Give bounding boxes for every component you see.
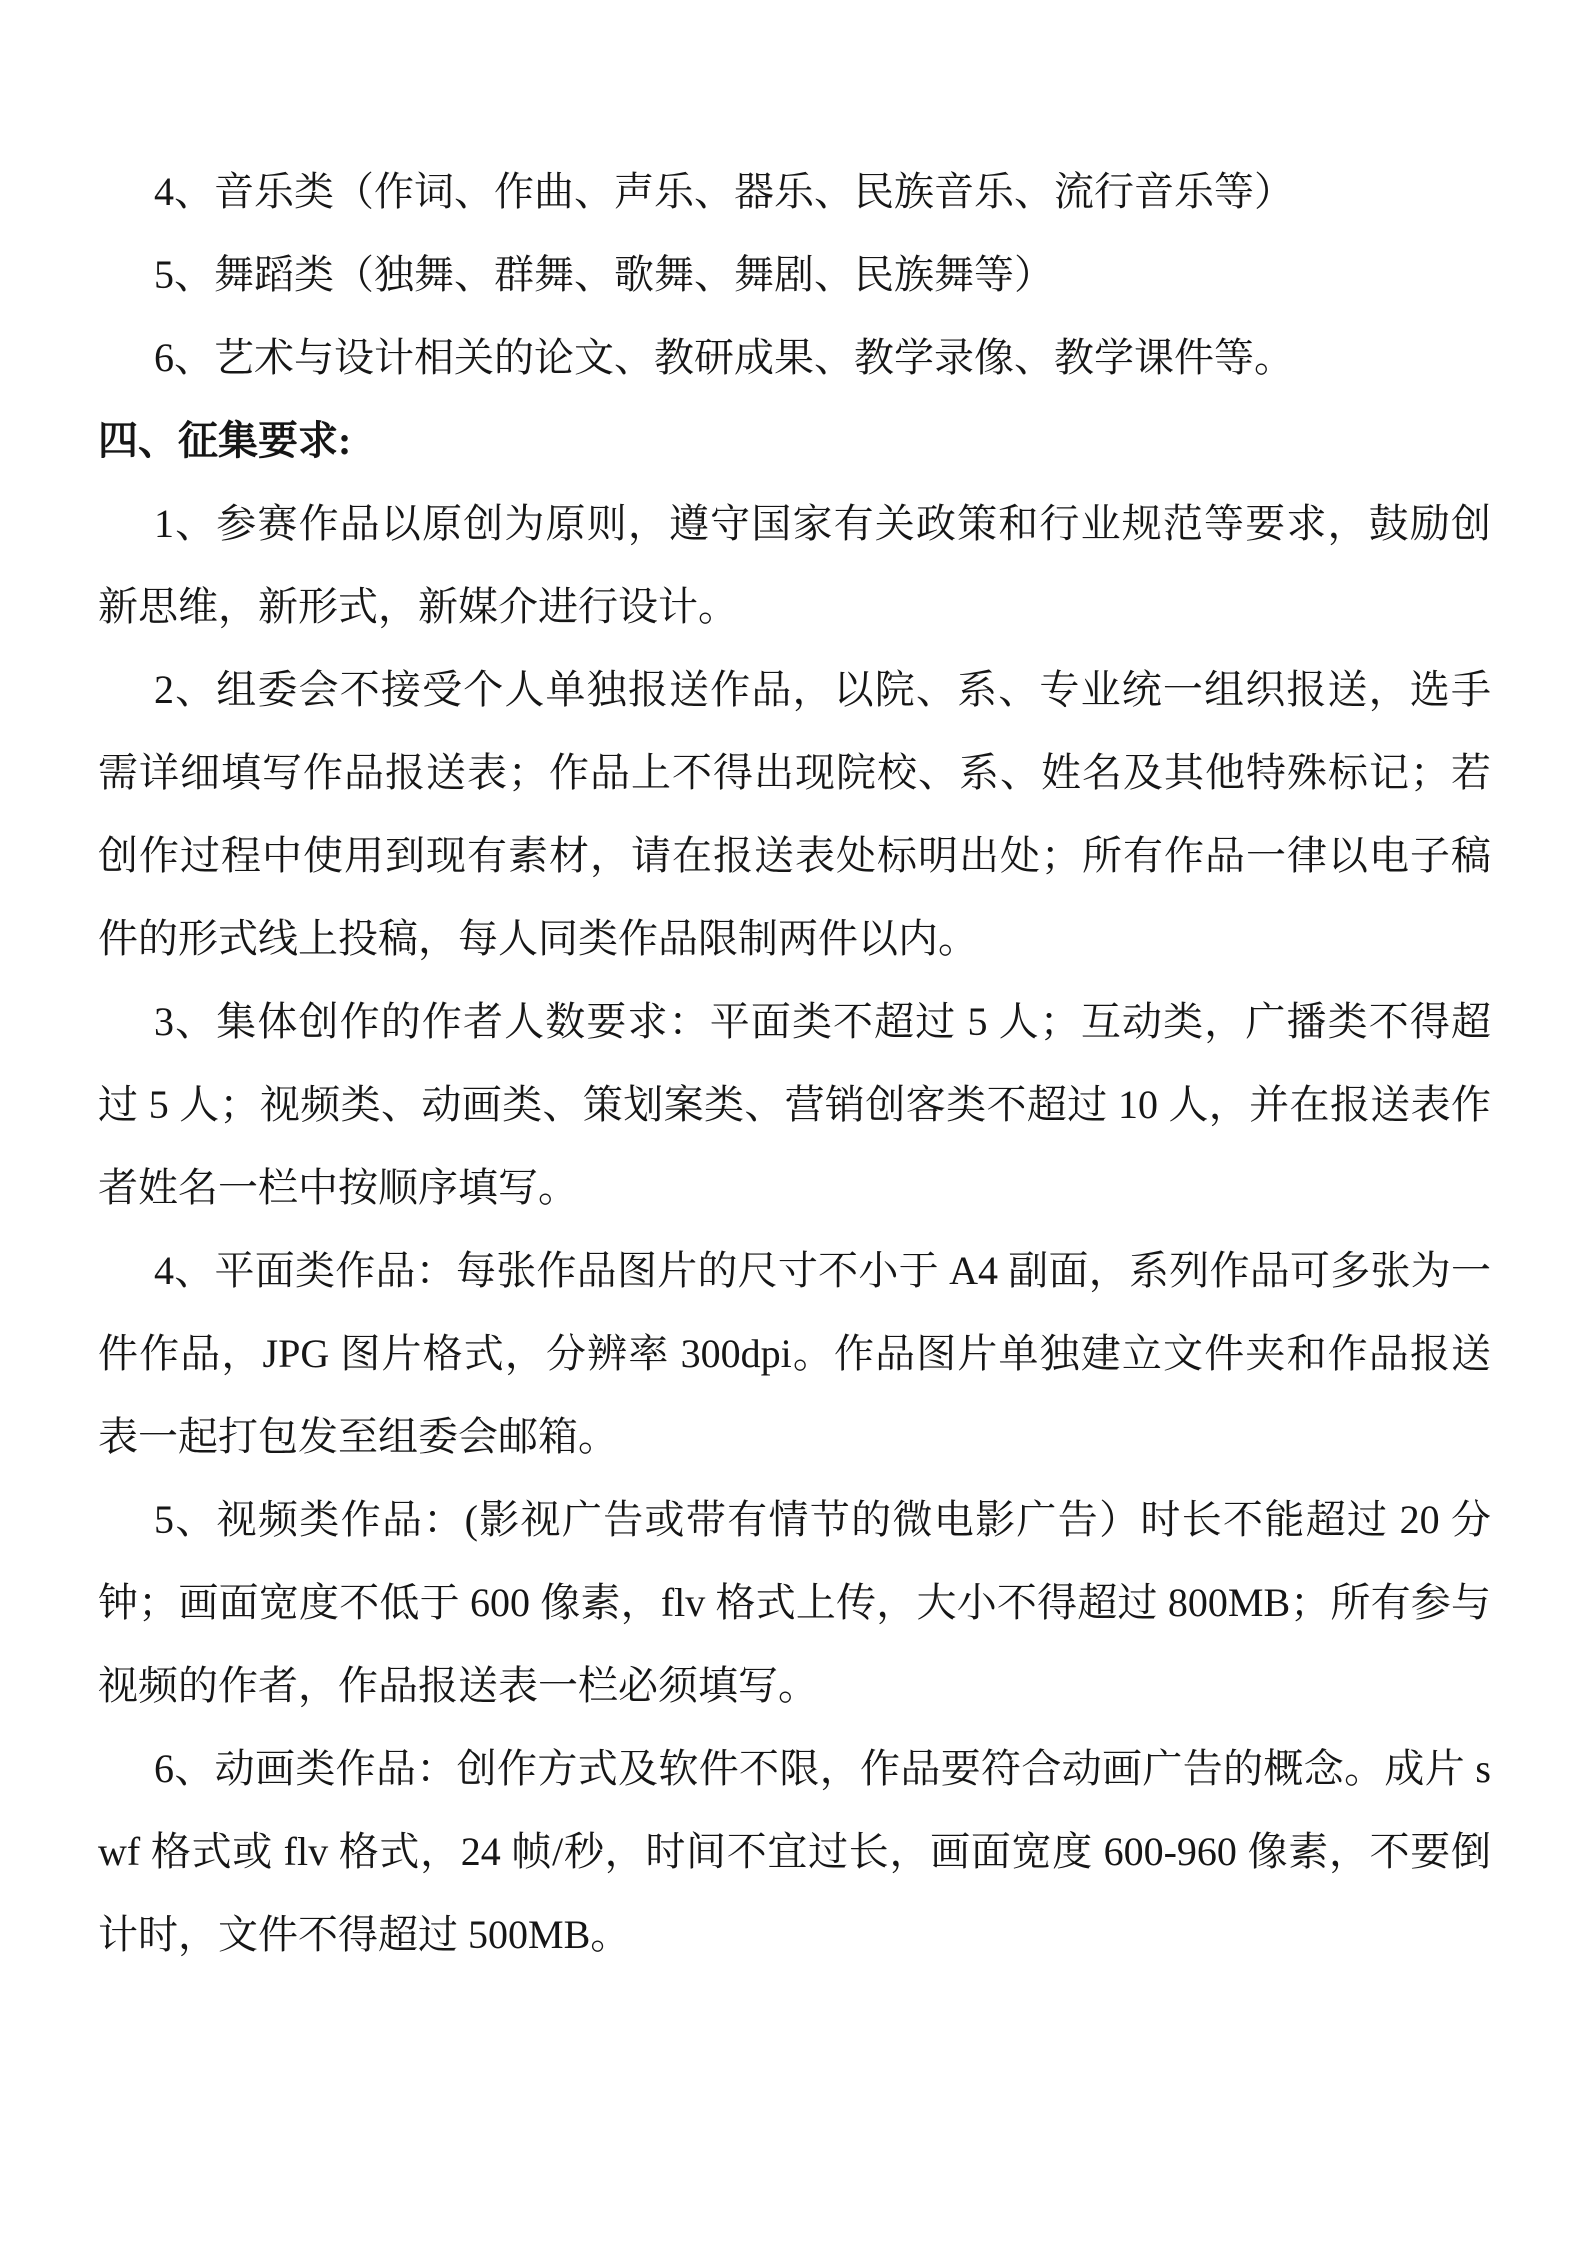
list-item-6-papers: 6、艺术与设计相关的论文、教研成果、教学录像、教学课件等。: [154, 335, 1294, 380]
paragraph-6-animation-works: 6、动画类作品：创作方式及软件不限，作品要符合动画广告的概念。成片 swf 格式或 flv 格式，24 帧/秒，时间不宜过长，画面宽度 600-960 像素，不要倒计时，文件不得超过 500MB。: [98, 1746, 1491, 1957]
paragraph-5-video-works: 5、视频类作品：(影视广告或带有情节的微电影广告）时长不能超过 20 分钟；画面宽度不低于 600 像素，flv 格式上传，大小不得超过 800MB；所有参与视频的作者，作品报送表一栏必须填写。: [98, 1497, 1491, 1708]
paragraph-1-originality: 1、参赛作品以原创为原则，遵守国家有关政策和行业规范等要求，鼓励创新思维，新形式，新媒介进行设计。: [98, 501, 1491, 629]
document-content: [98, 150, 1491, 1976]
paragraph-2-submission-rules: 2、组委会不接受个人单独报送作品，以院、系、专业统一组织报送，选手需详细填写作品报送表；作品上不得出现院校、系、姓名及其他特殊标记；若创作过程中使用到现有素材，请在报送表处标明出处；所有作品一律以电子稿件的形式线上投稿，每人同类作品限制两件以内。: [98, 667, 1491, 961]
section-heading-collection-requirements: 四、征集要求:: [98, 418, 352, 463]
list-item-5-dance: 5、舞蹈类（独舞、群舞、歌舞、舞剧、民族舞等）: [154, 252, 1054, 297]
paragraph-3-author-limits: 3、集体创作的作者人数要求：平面类不超过 5 人；互动类，广播类不得超过 5 人；视频类、动画类、策划案类、营销创客类不超过 10 人，并在报送表作者姓名一栏中按顺序填写。: [98, 999, 1491, 1210]
list-item-4-music: 4、音乐类（作词、作曲、声乐、器乐、民族音乐、流行音乐等）: [154, 169, 1294, 214]
paragraph-4-graphic-works: 4、平面类作品：每张作品图片的尺寸不小于 A4 副面，系列作品可多张为一件作品，JPG 图片格式，分辨率 300dpi。作品图片单独建立文件夹和作品报送表一起打包发至组委会邮箱。: [98, 1248, 1491, 1459]
